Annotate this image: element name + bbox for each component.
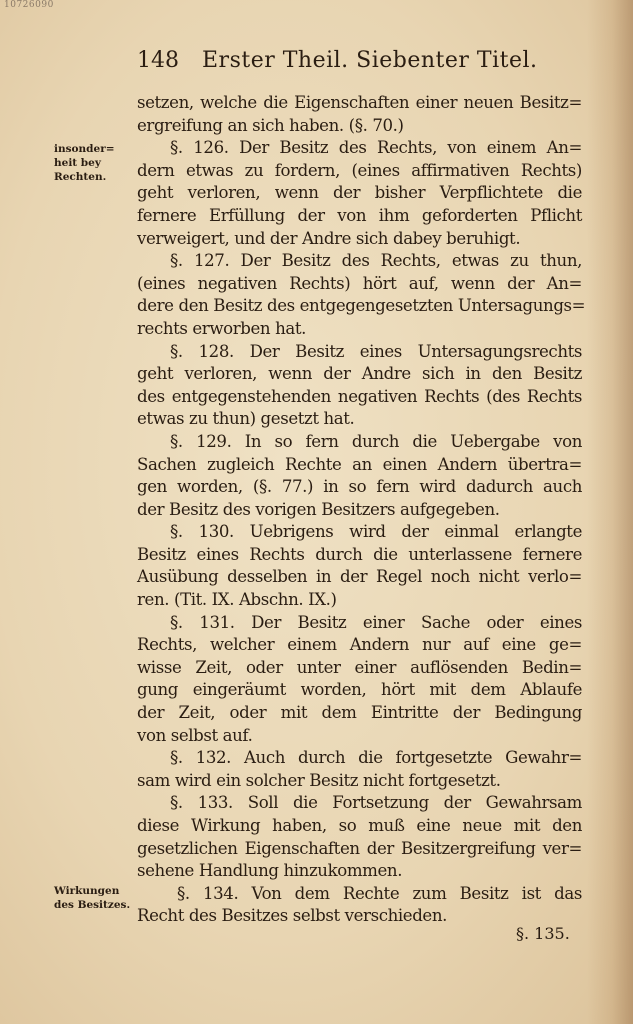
- text-line: geht verloren, wenn der bisher Verpflichtete die: [137, 183, 582, 203]
- text-line: der Besitz des vorigen Besitzers aufgegeben.: [137, 499, 500, 519]
- text-line: §. 131. Der Besitz einer Sache oder eines: [170, 612, 582, 632]
- text-line: diese Wirkung haben, so muß eine neue mit den: [137, 816, 582, 835]
- text-line: dere den Besitz des entgegengesetzten Untersagungs=: [137, 296, 586, 316]
- running-title: Erster Theil. Siebenter Titel.: [202, 48, 538, 73]
- text-line: sehene Handlung hinzukommen.: [137, 861, 403, 881]
- text-line: Besitz eines Rechts durch die unterlassene fernere: [137, 544, 582, 564]
- text-line: Recht des Besitzes selbst verschieden.: [137, 906, 448, 926]
- text-line: Ausübung desselben in der Regel noch nicht verlo=: [137, 567, 582, 587]
- text-line: ergreifung an sich haben. (§. 70.): [137, 115, 404, 135]
- margin-note-line: heit bey: [54, 157, 101, 169]
- body-text: [137, 92, 586, 928]
- text-line: §. 129. In so fern durch die Uebergabe von: [170, 431, 582, 451]
- text-line: §. 134. Von dem Rechte zum Besitz ist das: [177, 883, 582, 903]
- text-line: der Zeit, oder mit dem Eintritte der Bedingung: [137, 703, 582, 723]
- text-line: etwas zu thun) gesetzt hat.: [137, 409, 355, 429]
- text-line: des entgegenstehenden negativen Rechts (des Rechts: [137, 386, 582, 406]
- text-line: rechts erworben hat.: [137, 318, 306, 338]
- text-line: gesetzlichen Eigenschaften der Besitzergreifung ver=: [137, 838, 582, 858]
- text-line: gen worden, (§. 77.) in so fern wird dadurch auch: [137, 477, 582, 497]
- text-line: geht verloren, wenn der Andre sich in den Besitz: [137, 364, 582, 384]
- text-line: wisse Zeit, oder unter einer auflösenden Bedin=: [137, 657, 582, 677]
- text-line: fernere Erfüllung der von ihm geforderten Pflicht: [137, 205, 582, 225]
- margin-note-wirkungen: [54, 884, 130, 912]
- text-line: §. 127. Der Besitz des Rechts, etwas zu thun,: [170, 251, 582, 271]
- text-line: §. 126. Der Besitz des Rechts, von einem An=: [170, 138, 582, 158]
- text-line: dern etwas zu fordern, (eines affirmativen Rechts): [137, 160, 582, 180]
- text-line: §. 132. Auch durch die fortgesetzte Gewahr=: [170, 748, 582, 768]
- text-line: Sachen zugleich Rechte an einen Andern übertra=: [137, 454, 582, 474]
- text-line: von selbst auf.: [137, 725, 253, 745]
- text-line: §. 130. Uebrigens wird der einmal erlangte: [170, 522, 582, 542]
- page-number: 148: [137, 48, 179, 73]
- page-edge-shadow: [587, 0, 633, 1024]
- margin-note-insonderheit: [54, 142, 115, 184]
- text-line: verweigert, und der Andre sich dabey beruhigt.: [137, 228, 521, 248]
- text-line: §. 128. Der Besitz eines Untersagungsrechts: [170, 341, 582, 361]
- text-line: Rechts, welcher einem Andern nur auf eine ge=: [137, 635, 582, 655]
- text-line: setzen, welche die Eigenschaften einer neuen Besitz=: [137, 93, 582, 112]
- text-line: §. 133. Soll die Fortsetzung der Gewahrsam: [170, 793, 582, 813]
- text-line: ren. (Tit. IX. Abschn. IX.): [137, 590, 337, 610]
- margin-note-line: Wirkungen: [54, 885, 120, 897]
- margin-note-line: insonder=: [54, 143, 115, 155]
- archive-stamp: 10726090: [4, 0, 54, 10]
- text-line: sam wird ein solcher Besitz nicht fortgesetzt.: [137, 770, 501, 790]
- margin-note-line: des Besitzes.: [54, 899, 131, 911]
- text-line: (eines negativen Rechts) hört auf, wenn der An=: [137, 273, 582, 293]
- margin-note-line: Rechten.: [54, 171, 107, 183]
- running-header: [137, 46, 577, 76]
- text-line: gung eingeräumt worden, hört mit dem Ablaufe: [137, 680, 582, 700]
- catchword: §. 135.: [516, 924, 570, 943]
